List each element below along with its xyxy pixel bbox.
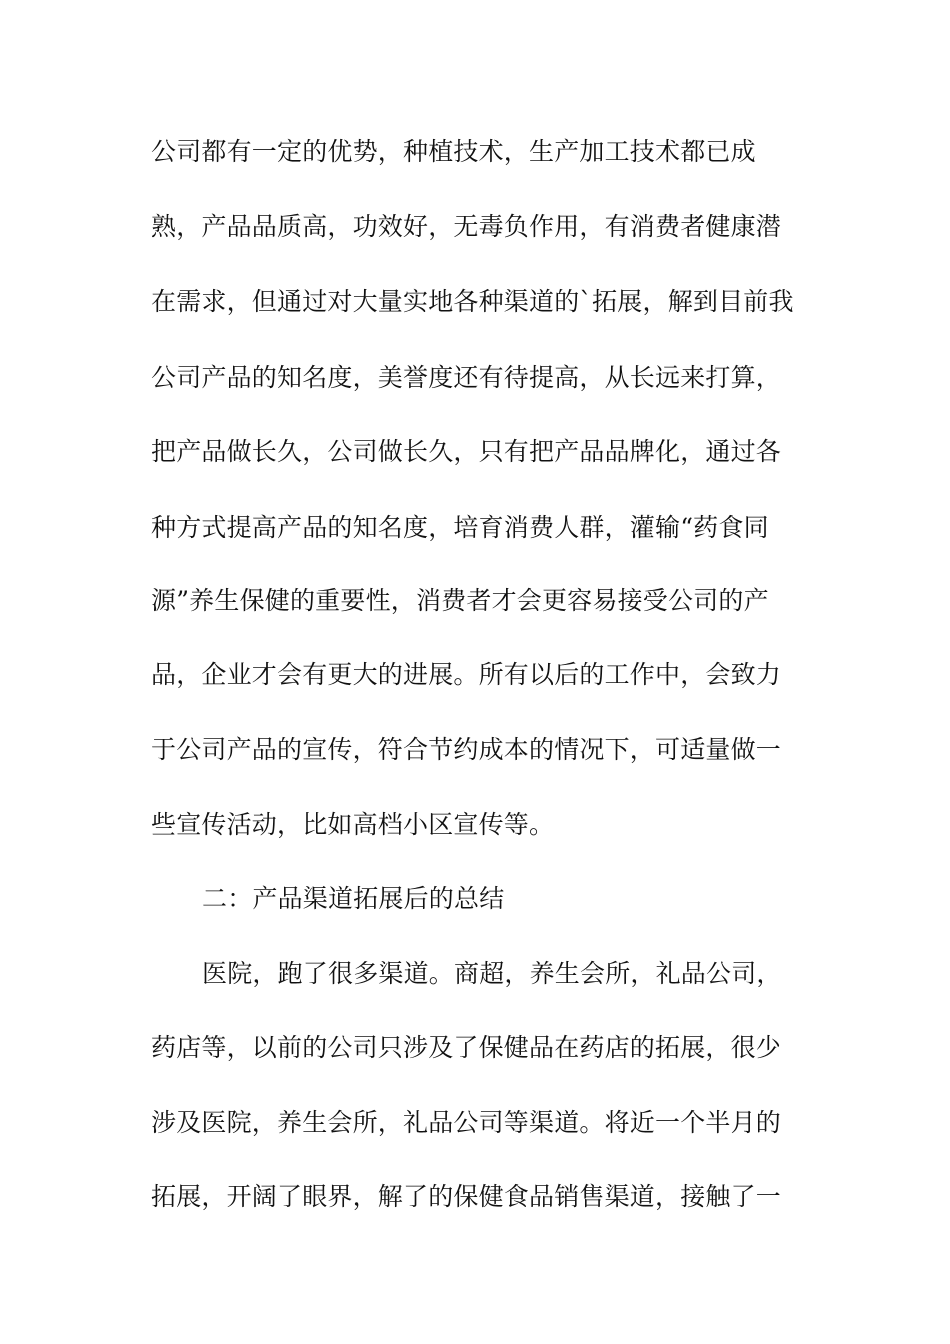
text-line: 在需求，但通过对大量实地各种渠道的`拓展，解到目前我	[151, 287, 794, 316]
text-line: 种方式提高产品的知名度，培育消费人群，灌输“药食同	[151, 513, 769, 542]
text-line: 公司产品的知名度，美誉度还有待提高，从长远来打算，	[151, 363, 782, 392]
text-line: 药店等，以前的公司只涉及了保健品在药店的拓展，很少	[151, 1033, 782, 1062]
text-line: 熟，产品品质高，功效好，无毒负作用，有消费者健康潜	[151, 212, 782, 241]
text-line: 把产品做长久，公司做长久，只有把产品品牌化，通过各	[151, 437, 782, 466]
section-heading: 二：产品渠道拓展后的总结	[202, 884, 505, 913]
text-line: 源”养生保健的重要性，消费者才会更容易接受公司的产	[151, 586, 769, 615]
paragraph-start-line: 医院，跑了很多渠道。商超，养生会所，礼品公司，	[202, 959, 782, 988]
text-line: 于公司产品的宣传，符合节约成本的情况下，可适量做一	[151, 735, 782, 764]
text-line: 些宣传活动，比如高档小区宣传等。	[151, 810, 555, 839]
text-line: 品，企业才会有更大的进展。所有以后的工作中，会致力	[151, 660, 782, 689]
text-line: 公司都有一定的优势，种植技术，生产加工技术都已成	[151, 137, 756, 166]
text-line: 拓展，开阔了眼界，解了的保健食品销售渠道，接触了一	[151, 1182, 782, 1211]
text-line: 涉及医院，养生会所，礼品公司等渠道。将近一个半月的	[151, 1108, 782, 1137]
